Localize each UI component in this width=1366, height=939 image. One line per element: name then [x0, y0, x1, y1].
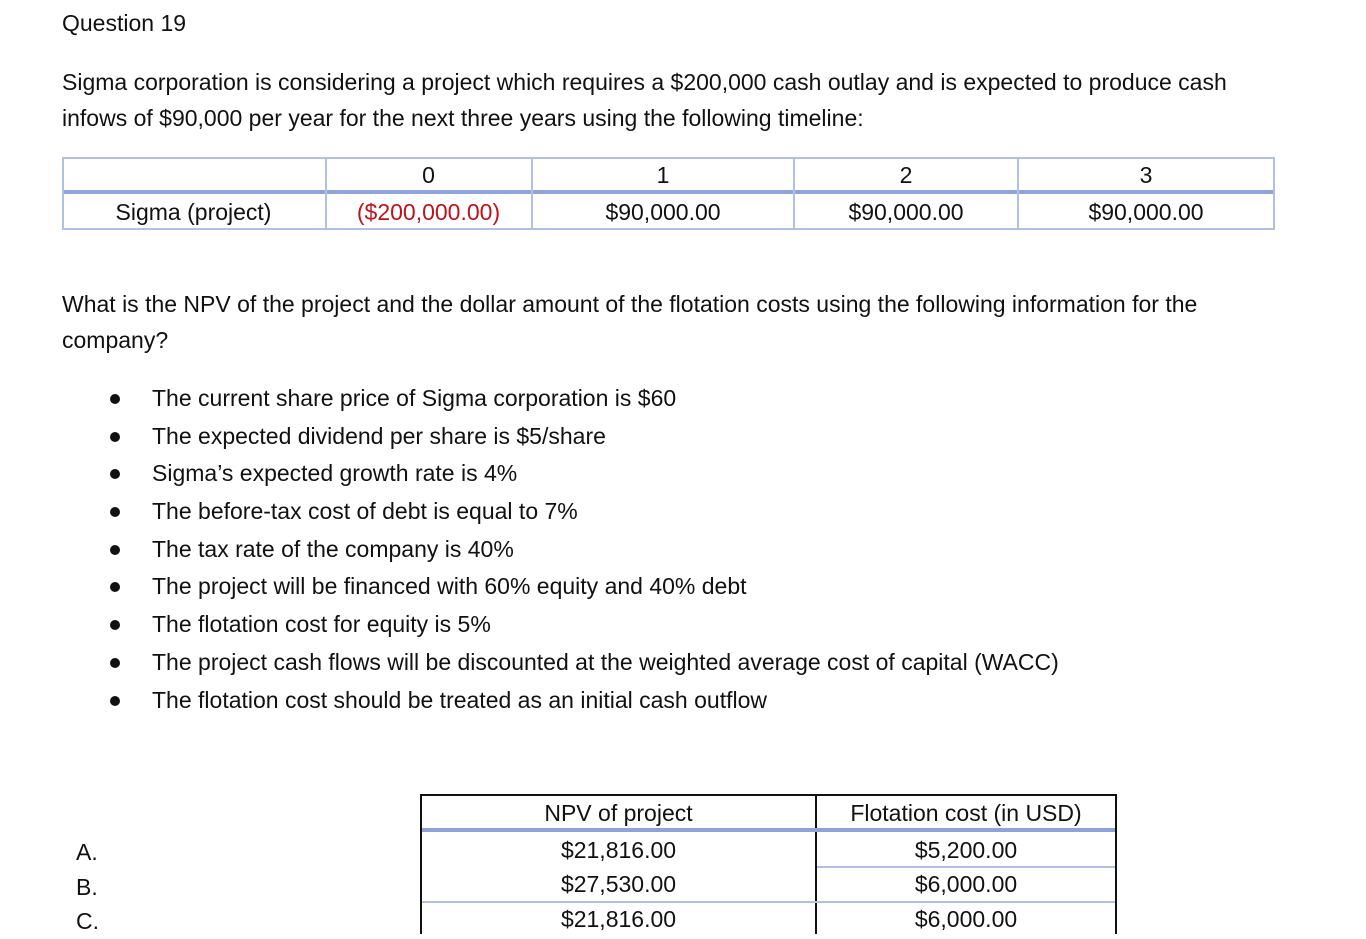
- option-letter-c[interactable]: C.: [76, 908, 99, 934]
- bullet-icon: [110, 432, 120, 442]
- timeline-cash-year-3: $90,000.00: [1088, 199, 1204, 225]
- list-item: The flotation cost for equity is 5%: [105, 606, 1255, 644]
- bullet-icon: [110, 394, 120, 404]
- list-item: The before-tax cost of debt is equal to 7%: [105, 493, 1255, 531]
- question-prompt: What is the NPV of the project and the dollar amount of the flotation costs using the following information for the company?: [62, 291, 1198, 353]
- info-list: [105, 380, 1255, 719]
- timeline-cash-year-2: $90,000.00: [848, 199, 964, 225]
- answer-c-npv: $21,816.00: [560, 906, 677, 932]
- list-item: Sigma’s expected growth rate is 4%: [105, 455, 1255, 493]
- list-item: The project will be financed with 60% equity and 40% debt: [105, 568, 1255, 606]
- question-title: Question 19: [62, 10, 187, 36]
- timeline-table: [62, 157, 1275, 230]
- timeline-cash-year-0: ($200,000.00): [356, 199, 501, 225]
- list-item: The current share price of Sigma corporation is $60: [105, 380, 1255, 418]
- timeline-row-label: Sigma (project): [115, 199, 272, 225]
- answer-c-flotation: $6,000.00: [914, 906, 1018, 932]
- timeline-header-1: 1: [656, 162, 670, 188]
- list-item: The tax rate of the company is 40%: [105, 531, 1255, 569]
- bullet-icon: [110, 658, 120, 668]
- option-letters: [76, 835, 99, 939]
- question-intro: Sigma corporation is considering a project which requires a $200,000 cash outlay and is expected to produce cash infows of $90,000 per year for the next three years using the following timeline:: [62, 69, 1227, 131]
- answer-a-flotation: $5,200.00: [914, 837, 1018, 863]
- option-letter-a[interactable]: A.: [76, 839, 98, 865]
- timeline-header-3: 3: [1139, 162, 1153, 188]
- answer-b-flotation: $6,000.00: [914, 871, 1018, 897]
- answer-a-npv: $21,816.00: [560, 837, 677, 863]
- bullet-icon: [110, 582, 120, 592]
- timeline-cash-year-1: $90,000.00: [605, 199, 721, 225]
- list-item: The project cash flows will be discounted at the weighted average cost of capital (WACC): [105, 644, 1255, 682]
- bullet-icon: [110, 696, 120, 706]
- bullet-icon: [110, 469, 120, 479]
- answer-b-npv: $27,530.00: [560, 871, 677, 897]
- bullet-icon: [110, 545, 120, 555]
- bullet-icon: [110, 620, 120, 630]
- bullet-icon: [110, 507, 120, 517]
- answers-header-flotation: Flotation cost (in USD): [850, 800, 1082, 826]
- answers-header-npv: NPV of project: [544, 800, 693, 826]
- timeline-header-0: 0: [422, 162, 435, 188]
- answers-table: [420, 794, 1117, 934]
- list-item: The expected dividend per share is $5/share: [105, 418, 1255, 456]
- timeline-header-2: 2: [899, 162, 913, 188]
- option-letter-b[interactable]: B.: [76, 873, 98, 900]
- list-item: The flotation cost should be treated as an initial cash outflow: [105, 682, 1255, 720]
